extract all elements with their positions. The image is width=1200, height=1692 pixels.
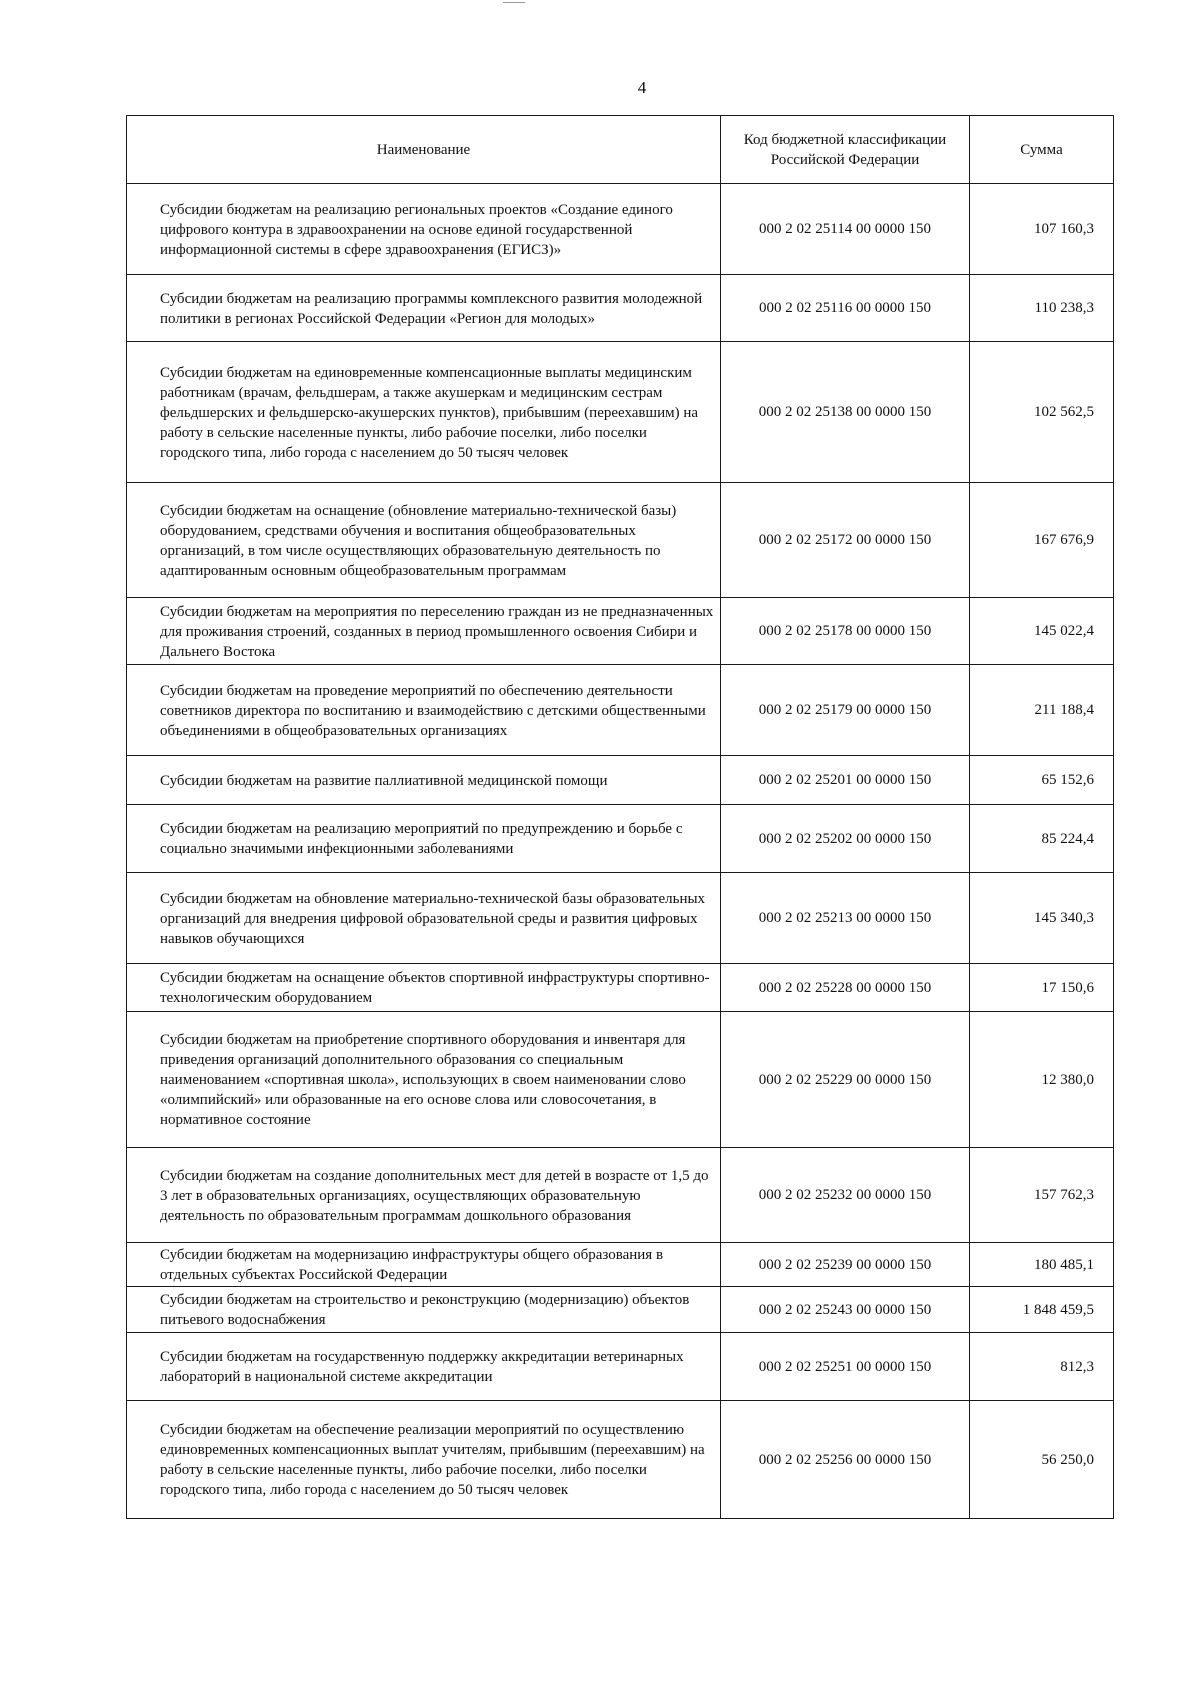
table-row (127, 756, 1114, 805)
row-name: Субсидии бюджетам на оснащение объектов спортивной инфраструктуры спортивно-технологическим оборудованием (127, 964, 721, 1012)
row-code: 000 2 02 25201 00 0000 150 (721, 756, 970, 805)
row-name: Субсидии бюджетам на приобретение спортивного оборудования и инвентаря для приведения организаций дополнительного образования со специальным наименованием «спортивная школа», использующих в своем наименовании слово «олимпийский» или образованные на его основе слова или словосочетания, в нормативное состояние (127, 1012, 721, 1148)
row-sum: 145 022,4 (970, 598, 1114, 665)
row-name: Субсидии бюджетам на строительство и реконструкцию (модернизацию) объектов питьевого водоснабжения (127, 1287, 721, 1333)
table-row (127, 1401, 1114, 1519)
row-code: 000 2 02 25138 00 0000 150 (721, 342, 970, 483)
row-name: Субсидии бюджетам на развитие паллиативной медицинской помощи (127, 756, 721, 805)
row-code: 000 2 02 25228 00 0000 150 (721, 964, 970, 1012)
table-row (127, 1148, 1114, 1243)
row-code: 000 2 02 25239 00 0000 150 (721, 1243, 970, 1287)
row-sum: 1 848 459,5 (970, 1287, 1114, 1333)
row-code: 000 2 02 25256 00 0000 150 (721, 1401, 970, 1519)
table-row (127, 964, 1114, 1012)
row-sum: 85 224,4 (970, 805, 1114, 873)
row-sum: 167 676,9 (970, 483, 1114, 598)
table-row (127, 1243, 1114, 1287)
row-code: 000 2 02 25243 00 0000 150 (721, 1287, 970, 1333)
row-code: 000 2 02 25251 00 0000 150 (721, 1333, 970, 1401)
row-sum: 17 150,6 (970, 964, 1114, 1012)
table-row (127, 1287, 1114, 1333)
header-name: Наименование (127, 116, 721, 184)
row-name: Субсидии бюджетам на мероприятия по переселению граждан из не предназначенных для проживания строений, созданных в период промышленного освоения Сибири и Дальнего Востока (127, 598, 721, 665)
table-row (127, 275, 1114, 342)
row-sum: 145 340,3 (970, 873, 1114, 964)
table-row (127, 665, 1114, 756)
row-sum: 102 562,5 (970, 342, 1114, 483)
table-row (127, 1333, 1114, 1401)
table-row (127, 342, 1114, 483)
table-row (127, 873, 1114, 964)
scan-mark (503, 2, 525, 3)
row-sum: 65 152,6 (970, 756, 1114, 805)
table-row (127, 598, 1114, 665)
page-number: 4 (637, 78, 647, 97)
row-name: Субсидии бюджетам на проведение мероприятий по обеспечению деятельности советников директора по воспитанию и взаимодействию с детскими общественными объединениями в общеобразовательных организациях (127, 665, 721, 756)
table-header-row (127, 116, 1114, 184)
table-row (127, 805, 1114, 873)
row-sum: 110 238,3 (970, 275, 1114, 342)
row-name: Субсидии бюджетам на единовременные компенсационные выплаты медицинским работникам (врачам, фельдшерам, а также акушеркам и медицинским сестрам фельдшерских и фельдшерско-акушерских пунктов), прибывшим (переехавшим) на работу в сельские населенные пункты, либо рабочие поселки, либо поселки городского типа, либо города с населением до 50 тысяч человек (127, 342, 721, 483)
table-row (127, 184, 1114, 275)
row-name: Субсидии бюджетам на государственную поддержку аккредитации ветеринарных лабораторий в национальной системе аккредитации (127, 1333, 721, 1401)
row-name: Субсидии бюджетам на реализацию программы комплексного развития молодежной политики в регионах Российской Федерации «Регион для молодых» (127, 275, 721, 342)
row-name: Субсидии бюджетам на обновление материально-технической базы образовательных организаций для внедрения цифровой образовательной среды и развития цифровых навыков обучающихся (127, 873, 721, 964)
table-row (127, 483, 1114, 598)
table-row (127, 1012, 1114, 1148)
row-sum: 12 380,0 (970, 1012, 1114, 1148)
row-code: 000 2 02 25179 00 0000 150 (721, 665, 970, 756)
row-code: 000 2 02 25172 00 0000 150 (721, 483, 970, 598)
row-sum: 107 160,3 (970, 184, 1114, 275)
row-code: 000 2 02 25116 00 0000 150 (721, 275, 970, 342)
row-sum: 180 485,1 (970, 1243, 1114, 1287)
header-code: Код бюджетной классификации Российской Федерации (721, 116, 970, 184)
row-name: Субсидии бюджетам на обеспечение реализации мероприятий по осуществлению единовременных компенсационных выплат учителям, прибывшим (переехавшим) на работу в сельские населенные пункты, либо рабочие поселки, либо поселки городского типа, либо города с населением до 50 тысяч человек (127, 1401, 721, 1519)
row-sum: 211 188,4 (970, 665, 1114, 756)
row-name: Субсидии бюджетам на реализацию мероприятий по предупреждению и борьбе с социально значимыми инфекционными заболеваниями (127, 805, 721, 873)
row-name: Субсидии бюджетам на создание дополнительных мест для детей в возрасте от 1,5 до 3 лет в образовательных организациях, осуществляющих образовательную деятельность по образовательным программам дошкольного образования (127, 1148, 721, 1243)
row-code: 000 2 02 25232 00 0000 150 (721, 1148, 970, 1243)
row-code: 000 2 02 25229 00 0000 150 (721, 1012, 970, 1148)
row-sum: 812,3 (970, 1333, 1114, 1401)
row-code: 000 2 02 25213 00 0000 150 (721, 873, 970, 964)
row-sum: 157 762,3 (970, 1148, 1114, 1243)
budget-table (126, 115, 1114, 1519)
row-code: 000 2 02 25178 00 0000 150 (721, 598, 970, 665)
row-code: 000 2 02 25202 00 0000 150 (721, 805, 970, 873)
row-name: Субсидии бюджетам на реализацию региональных проектов «Создание единого цифрового контура в здравоохранении на основе единой государственной информационной системы в сфере здравоохранения (ЕГИСЗ)» (127, 184, 721, 275)
row-code: 000 2 02 25114 00 0000 150 (721, 184, 970, 275)
header-sum: Сумма (970, 116, 1114, 184)
row-name: Субсидии бюджетам на оснащение (обновление материально-технической базы) оборудованием, средствами обучения и воспитания общеобразовательных организаций, в том числе осуществляющих образовательную деятельность по адаптированным основным общеобразовательным программам (127, 483, 721, 598)
row-sum: 56 250,0 (970, 1401, 1114, 1519)
row-name: Субсидии бюджетам на модернизацию инфраструктуры общего образования в отдельных субъектах Российской Федерации (127, 1243, 721, 1287)
